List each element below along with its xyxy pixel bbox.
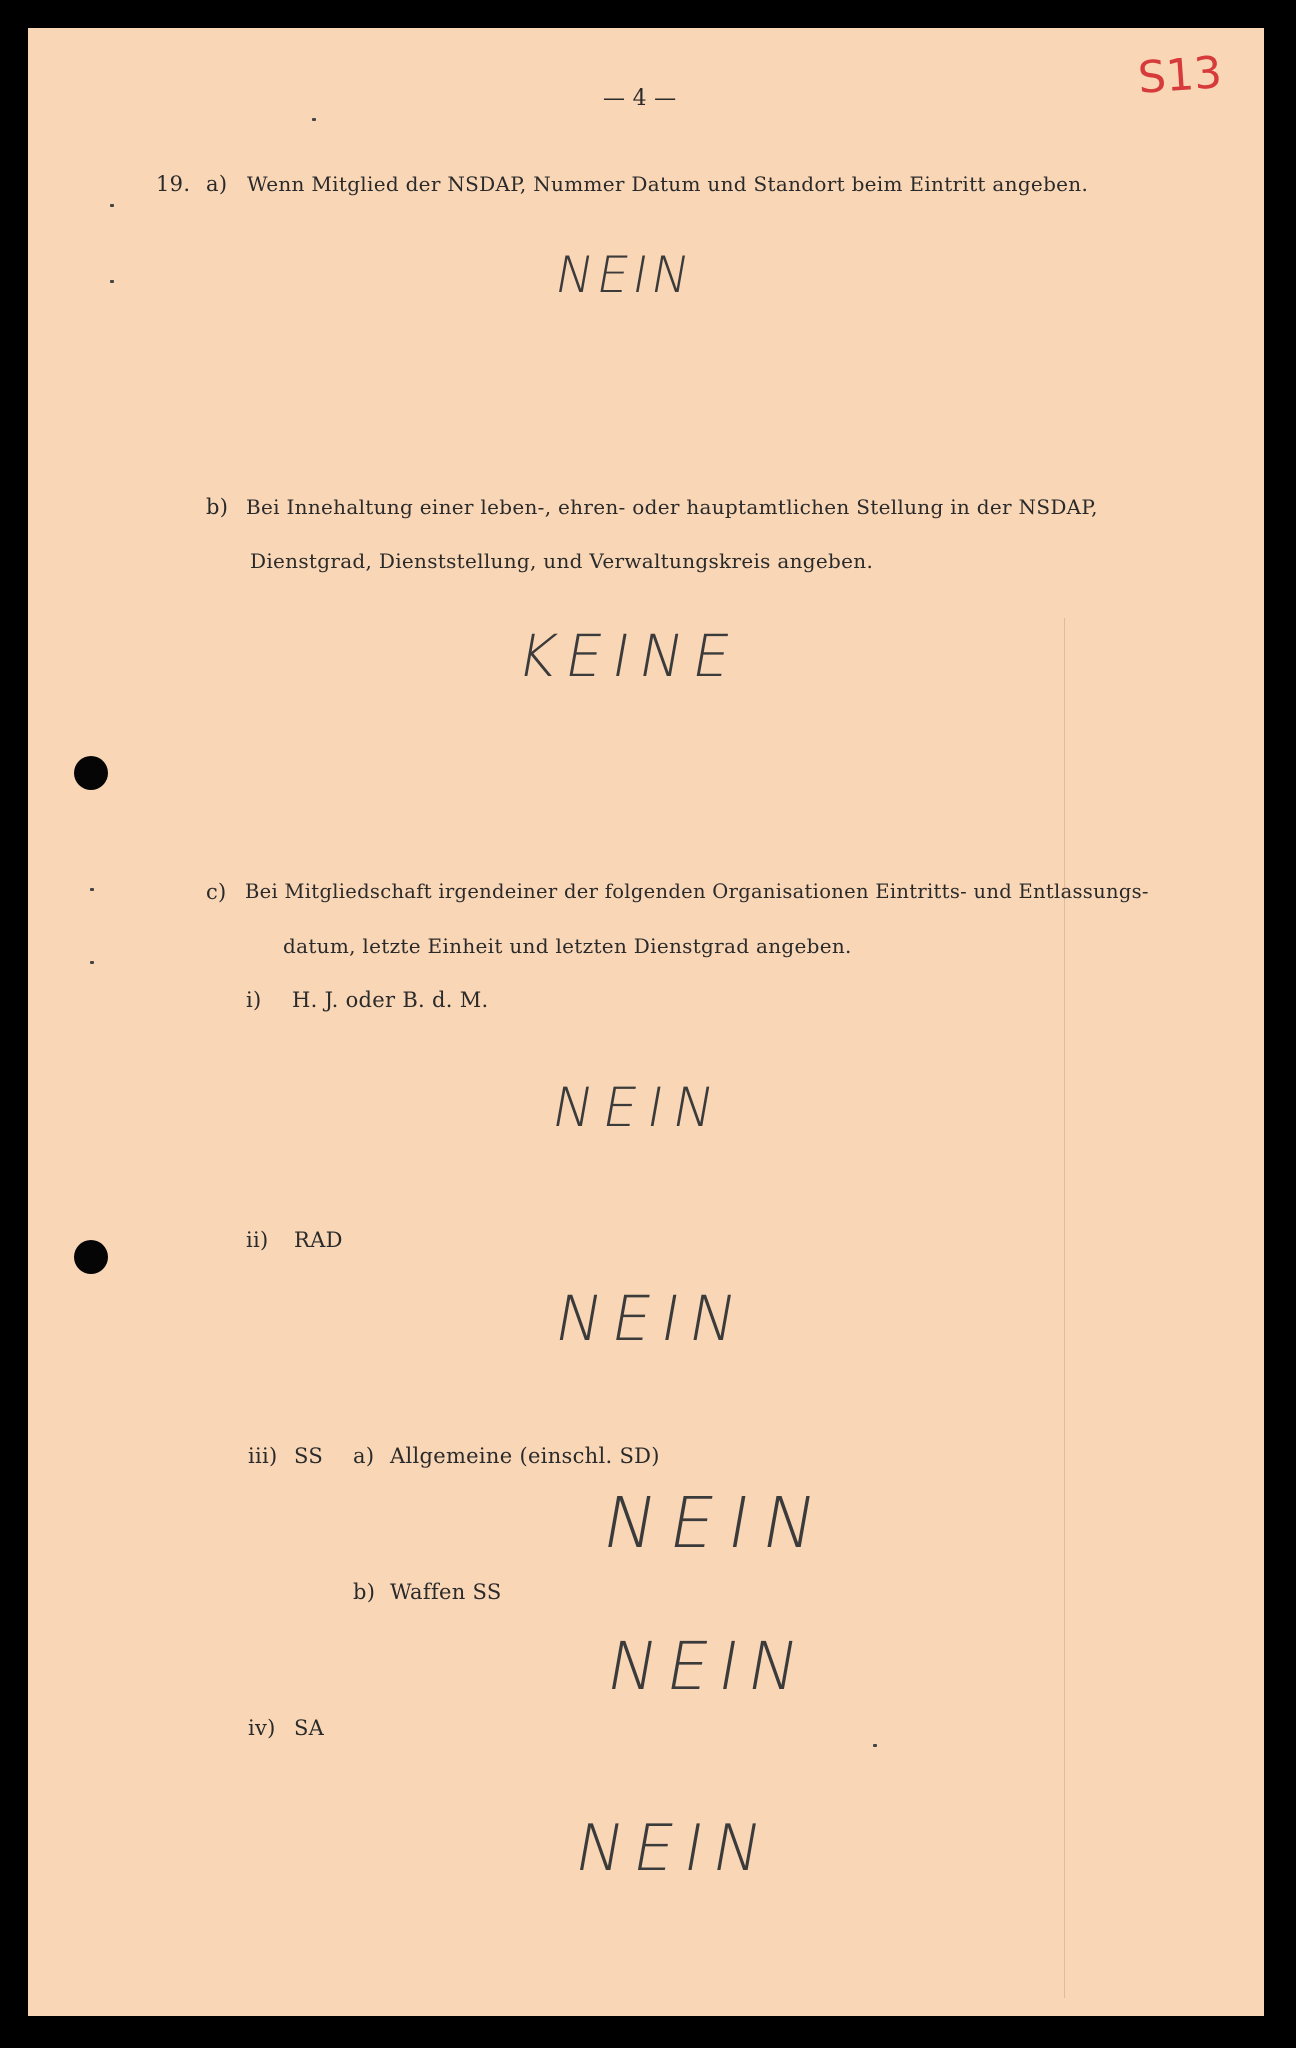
form-page <box>28 28 1264 2016</box>
speck <box>110 280 114 283</box>
item-i-label: H. J. oder B. d. M. <box>292 988 489 1012</box>
item-iii-sub-b-marker: b) <box>353 1580 376 1604</box>
q19b-answer: KEINE <box>512 622 746 690</box>
item-iii-sub-b-answer: NEIN <box>601 1628 815 1705</box>
item-i-answer: NEIN <box>547 1076 730 1139</box>
q19a-text: Wenn Mitglied der NSDAP, Nummer Datum und Standort beim Eintritt angeben. <box>247 172 1089 196</box>
item-iv-answer: NEIN <box>569 1812 778 1886</box>
punch-hole <box>74 1240 108 1274</box>
punch-hole <box>74 756 108 790</box>
paper-crease <box>1064 618 1065 1998</box>
speck <box>90 888 94 891</box>
item-ii-label: RAD <box>294 1228 343 1252</box>
q19a-marker: a) <box>206 172 228 196</box>
question-number: 19. <box>156 172 191 196</box>
speck <box>312 118 316 121</box>
item-iii-sub-a-marker: a) <box>353 1444 375 1468</box>
item-iv-label: SA <box>294 1716 325 1740</box>
item-i-marker: i) <box>246 988 262 1012</box>
q19b-line2: Dienstgrad, Dienststellung, und Verwaltungskreis angeben. <box>250 549 874 573</box>
item-iii-marker: iii) <box>248 1444 278 1468</box>
q19b-line1: Bei Innehaltung einer leben-, ehren- oder hauptamtlichen Stellung in der NSDAP, <box>246 495 1098 519</box>
item-iv-marker: iv) <box>248 1716 276 1740</box>
q19c-line1: Bei Mitgliedschaft irgendeiner der folgenden Organisationen Eintritts- und Entlassungs- <box>245 880 1149 903</box>
item-iii-sub-b-label: Waffen SS <box>390 1580 502 1604</box>
item-ii-marker: ii) <box>246 1228 269 1252</box>
archive-stamp: S13 <box>1136 47 1224 104</box>
item-iii-sub-a-label: Allgemeine (einschl. SD) <box>390 1444 660 1468</box>
speck <box>90 961 94 964</box>
speck <box>110 204 114 207</box>
item-iii-label: SS <box>294 1444 324 1468</box>
item-iii-sub-a-answer: NEIN <box>596 1482 837 1564</box>
q19b-marker: b) <box>206 495 229 519</box>
speck <box>873 1744 877 1747</box>
q19c-marker: c) <box>206 880 227 904</box>
page-number: — 4 — <box>603 86 677 111</box>
q19c-line2: datum, letzte Einheit und letzten Dienstgrad angeben. <box>283 934 852 958</box>
item-ii-answer: NEIN <box>549 1282 753 1355</box>
q19a-answer: NEIN <box>550 246 699 304</box>
